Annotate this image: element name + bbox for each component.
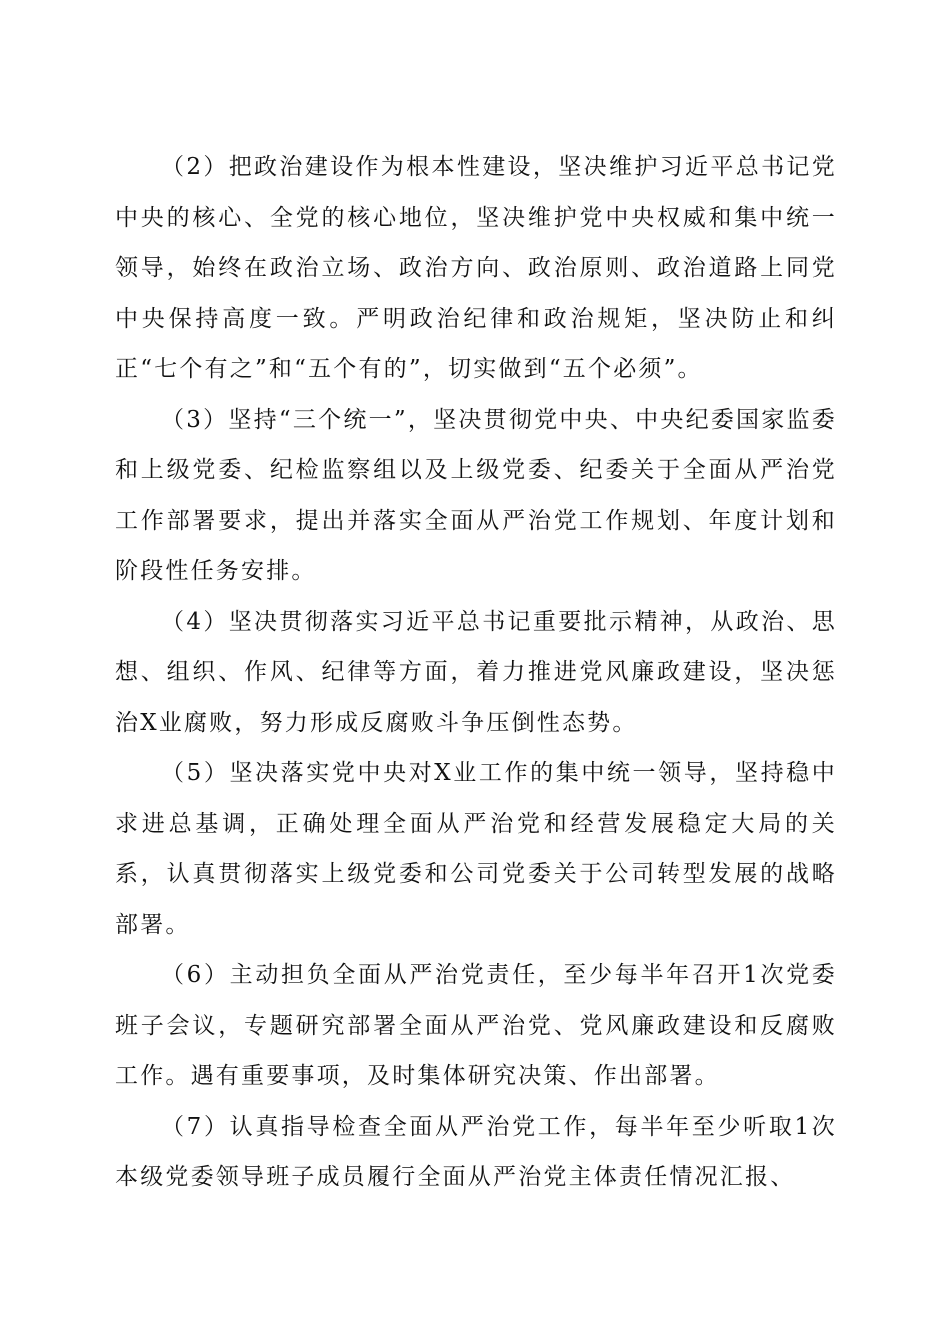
- document-body: [115, 142, 837, 1203]
- paragraph-item-3: （3）坚持“三个统一”，坚决贯彻党中央、中央纪委国家监委和上级党委、纪检监察组以及上级党委、纪委关于全面从严治党工作部署要求，提出并落实全面从严治党工作规划、年度计划和阶段性任务安排。: [115, 406, 837, 584]
- paragraph-item-7: （7）认真指导检查全面从严治党工作，每半年至少听取1次本级党委领导班子成员履行全面从严治党主体责任情况汇报、: [115, 1113, 837, 1190]
- paragraph-item-4: （4）坚决贯彻落实习近平总书记重要批示精神，从政治、思想、组织、作风、纪律等方面，着力推进党风廉政建设，坚决惩治X业腐败，努力形成反腐败斗争压倒性态势。: [115, 608, 837, 736]
- paragraph-item-2: （2）把政治建设作为根本性建设，坚决维护习近平总书记党中央的核心、全党的核心地位，坚决维护党中央权威和集中统一领导，始终在政治立场、政治方向、政治原则、政治道路上同党中央保持高度一致。严明政治纪律和政治规矩，坚决防止和纠正“七个有之”和“五个有的”，切实做到“五个必须”。: [115, 154, 837, 382]
- paragraph-item-6: （6）主动担负全面从严治党责任，至少每半年召开1次党委班子会议，专题研究部署全面从严治党、党风廉政建设和反腐败工作。遇有重要事项，及时集体研究决策、作出部署。: [115, 962, 837, 1089]
- paragraph-item-5: （5）坚决落实党中央对X业工作的集中统一领导，坚持稳中求进总基调，正确处理全面从严治党和经营发展稳定大局的关系，认真贯彻落实上级党委和公司党委关于公司转型发展的战略部署。: [115, 760, 837, 938]
